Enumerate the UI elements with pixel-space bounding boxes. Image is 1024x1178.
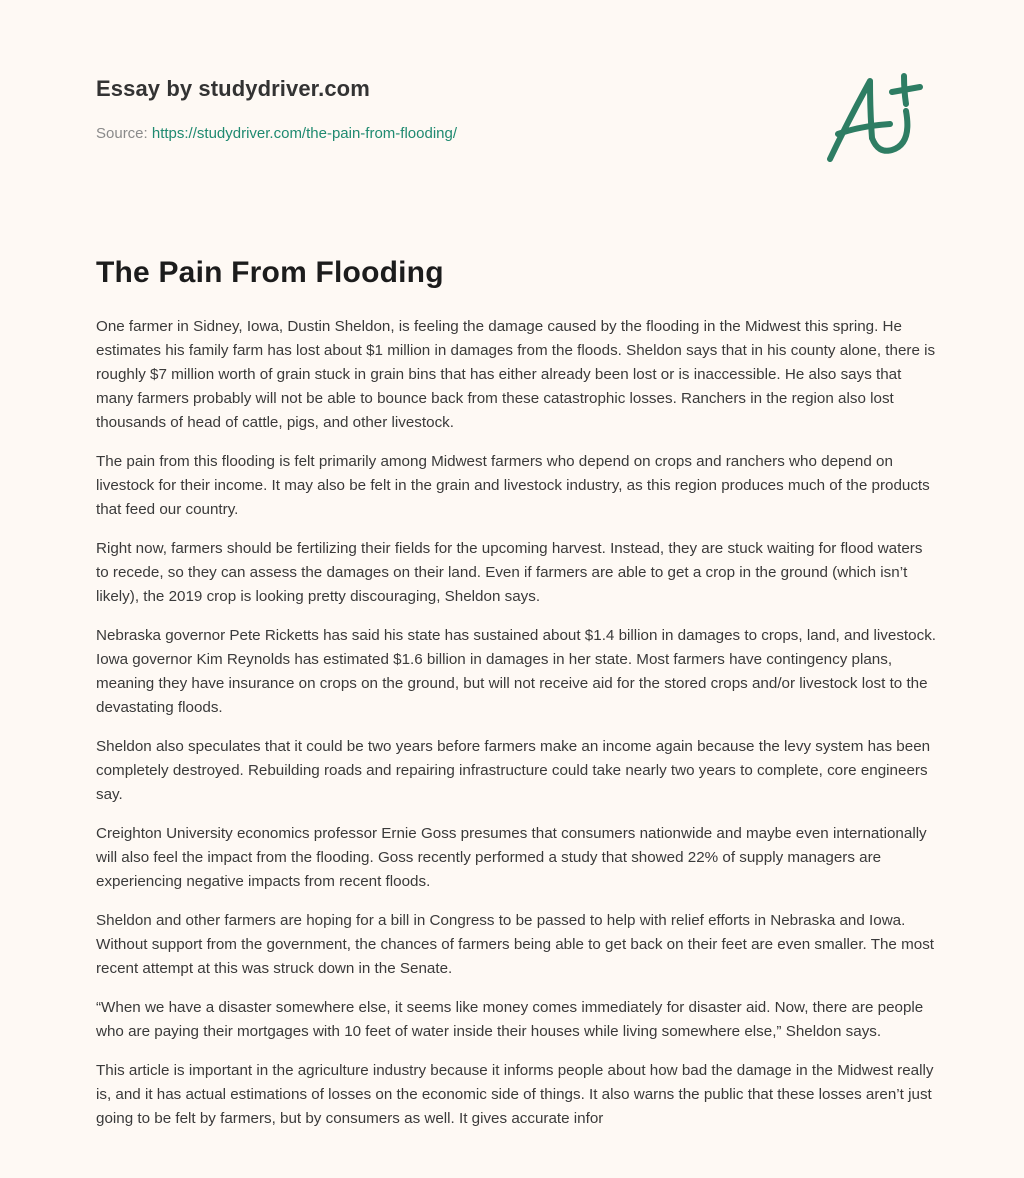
- essay-header: [96, 74, 796, 144]
- source-line: [96, 124, 796, 144]
- paragraph: Creighton University economics professor Ernie Goss presumes that consumers nationwide and maybe even internationally will also feel the impact from the flooding. Goss recently performed a study that showed 22% of supply managers are experiencing negative impacts from recent floods.: [96, 825, 927, 890]
- paragraph: “When we have a disaster somewhere else, it seems like money comes immediately for disaster aid. Now, there are people who are paying their mortgages with 10 feet of water inside their houses while living somewhere else,” Sheldon says.: [96, 999, 924, 1040]
- article-body: [96, 315, 936, 1146]
- site-title: Essay by studydriver.com: [96, 76, 370, 101]
- article-title: The Pain From Flooding: [96, 256, 444, 289]
- paragraph: Right now, farmers should be fertilizing their fields for the upcoming harvest. Instead, they are stuck waiting for flood waters to recede, so they can assess the damages on their land. Even if farmers are able to get a crop in the ground (which isn’t likely), the 2019 crop is looking pretty discouraging, Sheldon says.: [96, 540, 923, 605]
- paragraph: One farmer in Sidney, Iowa, Dustin Sheldon, is feeling the damage caused by the flooding in the Midwest this spring. He estimates his family farm has lost about $1 million in damages from the floods. Sheldon says that in his county alone, there is roughly $7 million worth of grain stuck in grain bins that has either already been lost or is inaccessible. He also says that many farmers probably will not be able to bounce back from these catastrophic losses. Ranchers in the region also lost thousands of head of cattle, pigs, and other livestock.: [96, 318, 936, 431]
- paragraph: Sheldon and other farmers are hoping for a bill in Congress to be passed to help with relief efforts in Nebraska and Iowa. Without support from the government, the chances of farmers being able to get back on their feet are even smaller. The most recent attempt at this was struck down in the Senate.: [96, 912, 935, 977]
- a-plus-grade-icon: [820, 66, 930, 166]
- paragraph: This article is important in the agriculture industry because it informs people about how bad the damage in the Midwest really is, and it has actual estimations of losses on the economic side of things. It also warns the public that these losses aren’t just going to be felt by farmers, but by consumers as well. It gives accurate infor: [96, 1062, 934, 1127]
- paragraph: The pain from this flooding is felt primarily among Midwest farmers who depend on crops and ranchers who depend on livestock for their income. It may also be felt in the grain and livestock industry, as this region produces much of the products that feed our country.: [96, 453, 930, 518]
- source-label: Source:: [96, 125, 148, 142]
- source-link[interactable]: https://studydriver.com/the-pain-from-flooding/: [151, 125, 458, 142]
- paragraph: Nebraska governor Pete Ricketts has said his state has sustained about $1.4 billion in damages to crops, land, and livestock. Iowa governor Kim Reynolds has estimated $1.6 billion in damages in her state. Most farmers have contingency plans, meaning they have insurance on crops on the ground, but will not receive aid for the stored crops and/or livestock lost to the devastating floods.: [96, 627, 937, 716]
- paragraph: Sheldon also speculates that it could be two years before farmers make an income again because the levy system has been completely destroyed. Rebuilding roads and repairing infrastructure could take nearly two years to complete, core engineers say.: [96, 738, 931, 803]
